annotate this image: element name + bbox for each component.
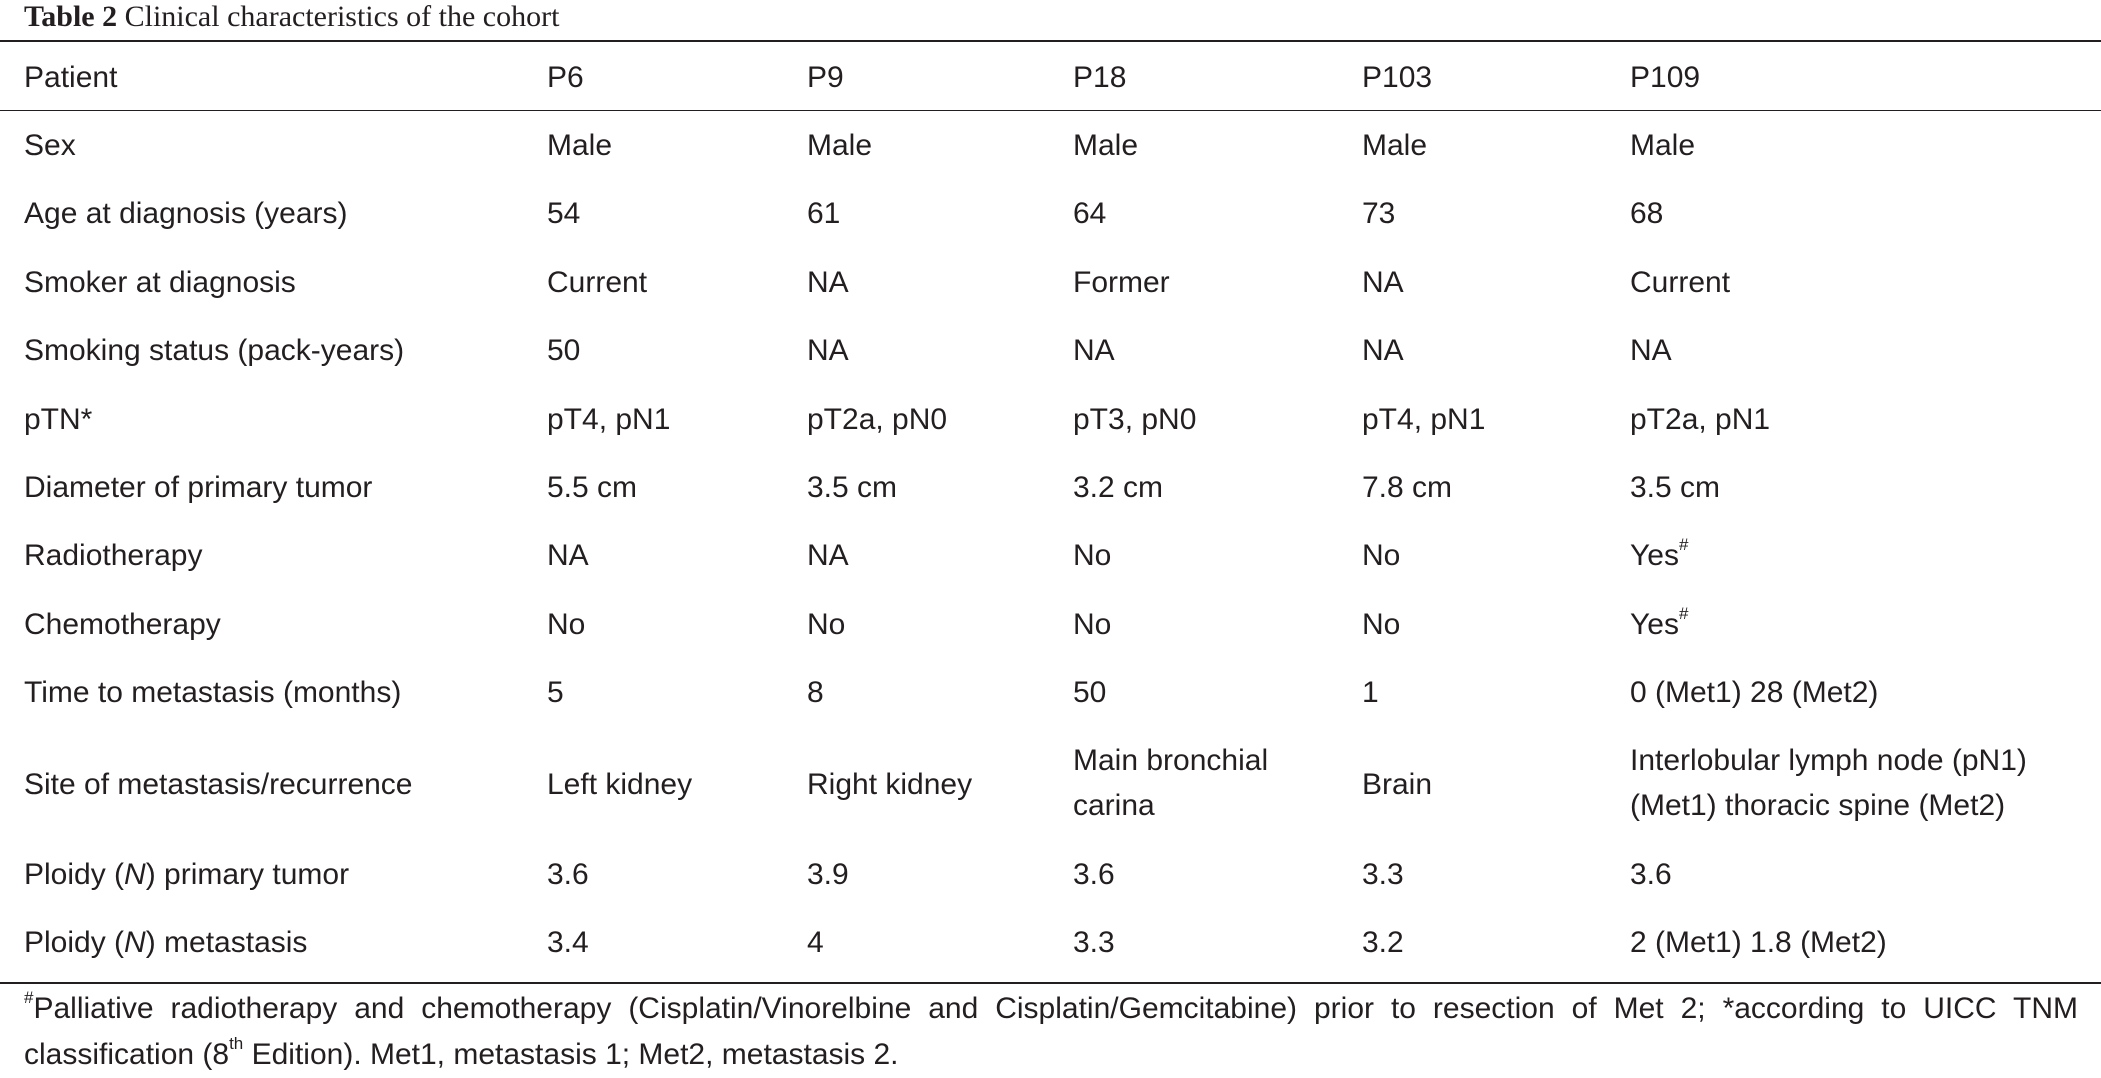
table-cell: 7.8 cm — [1362, 471, 1453, 504]
table-cell: Male — [547, 129, 613, 162]
table-cell: NA — [547, 539, 589, 572]
table-cell: NA — [1362, 266, 1404, 299]
table-cell: No — [1362, 608, 1401, 641]
footnote-text: Palliative radiotherapy and chemotherapy (Cisplatin/Vinorelbine and Cisplatin/Gemcitabine) prior to resection of Met 2; *according to UICC TNM classification (8 — [24, 992, 2078, 1071]
table-cell: 3.6 — [547, 858, 589, 891]
row-label: Chemotherapy — [24, 608, 221, 641]
table-cell: 61 — [807, 197, 841, 230]
row-label: Time to metastasis (months) — [24, 676, 402, 709]
table-cell — [1073, 738, 1268, 828]
bottom-rule — [0, 982, 2101, 984]
table-cell: NA — [807, 539, 849, 572]
cell-text: Yes — [1630, 539, 1679, 572]
table-cell: Male — [1362, 129, 1428, 162]
table-cell: pT4, pN1 — [1362, 403, 1486, 436]
row-label: Age at diagnosis (years) — [24, 197, 348, 230]
table-cell: 3.2 — [1362, 926, 1404, 959]
cell-line: (Met1) thoracic spine (Met2) — [1630, 789, 2006, 822]
header-cell: P18 — [1073, 61, 1127, 94]
table-cell: 5 — [547, 676, 564, 709]
table-cell: 50 — [547, 334, 581, 367]
row-label: Site of metastasis/recurrence — [24, 768, 413, 801]
label-text: ) metastasis — [145, 926, 308, 959]
table-cell: Former — [1073, 266, 1170, 299]
table-cell: Brain — [1362, 768, 1433, 801]
table-cell: 0 (Met1) 28 (Met2) — [1630, 676, 1879, 709]
table-caption — [24, 0, 559, 38]
header-cell: P103 — [1362, 61, 1433, 94]
header-cell: Patient — [24, 61, 118, 94]
table-label: Table 2 — [24, 0, 118, 33]
table-cell: 3.5 cm — [807, 471, 898, 504]
label-italic: N — [124, 858, 146, 891]
row-label: Sex — [24, 129, 76, 162]
table-cell: Current — [1630, 266, 1731, 299]
table-cell: Male — [1073, 129, 1139, 162]
table-cell: Male — [1630, 129, 1696, 162]
footnote-ordinal: th — [229, 1034, 244, 1053]
table-cell: No — [1073, 608, 1112, 641]
table-cell: NA — [807, 334, 849, 367]
header-cell: P6 — [547, 61, 584, 94]
table-cell: 54 — [547, 197, 581, 230]
table-cell: 73 — [1362, 197, 1396, 230]
table-footnote — [24, 986, 2078, 1078]
table-cell: Left kidney — [547, 768, 693, 801]
label-text: Ploidy ( — [24, 926, 125, 959]
footnote-hash: # — [24, 988, 34, 1007]
table-title: Clinical characteristics of the cohort — [124, 0, 560, 33]
table-cell: NA — [1630, 334, 1672, 367]
table-cell: NA — [1073, 334, 1115, 367]
table-cell — [1630, 533, 1688, 578]
table-cell: No — [807, 608, 846, 641]
table-cell: pT2a, pN1 — [1630, 403, 1771, 436]
table-cell: Current — [547, 266, 648, 299]
footnote-text: Edition). Met1, metastasis 1; Met2, metastasis 2. — [243, 1038, 899, 1071]
table-cell: 3.9 — [807, 858, 849, 891]
table-cell: 8 — [807, 676, 824, 709]
row-label — [24, 852, 349, 897]
row-label: pTN* — [24, 403, 93, 436]
row-label — [24, 920, 307, 965]
table-cell: No — [1362, 539, 1401, 572]
table-cell: 3.3 — [1073, 926, 1115, 959]
table-cell: 3.4 — [547, 926, 589, 959]
table-cell: NA — [1362, 334, 1404, 367]
table-cell: 5.5 cm — [547, 471, 638, 504]
row-label: Smoker at diagnosis — [24, 266, 296, 299]
label-text: Ploidy ( — [24, 858, 125, 891]
table-cell: 3.6 — [1073, 858, 1115, 891]
header-rule — [0, 110, 2101, 111]
cell-text: Yes — [1630, 608, 1679, 641]
table-cell — [1630, 738, 2027, 828]
row-label: Smoking status (pack-years) — [24, 334, 405, 367]
footnote-marker: # — [1678, 535, 1689, 554]
cell-line: carina — [1073, 789, 1155, 822]
top-rule — [0, 40, 2101, 42]
table-cell: Male — [807, 129, 873, 162]
cell-line: Main bronchial — [1073, 744, 1269, 777]
table-cell — [1630, 602, 1688, 647]
table-cell: pT4, pN1 — [547, 403, 671, 436]
table-cell: NA — [807, 266, 849, 299]
label-italic: N — [124, 926, 146, 959]
row-label: Diameter of primary tumor — [24, 471, 373, 504]
table-cell: 4 — [807, 926, 824, 959]
table-cell: No — [547, 608, 586, 641]
table-cell: 3.6 — [1630, 858, 1672, 891]
footnote-marker: # — [1678, 604, 1689, 623]
table-cell: 2 (Met1) 1.8 (Met2) — [1630, 926, 1887, 959]
table-cell: 1 — [1362, 676, 1379, 709]
header-cell: P9 — [807, 61, 844, 94]
label-text: ) primary tumor — [145, 858, 350, 891]
table-cell: pT3, pN0 — [1073, 403, 1197, 436]
table-cell: pT2a, pN0 — [807, 403, 948, 436]
table-cell: 3.5 cm — [1630, 471, 1721, 504]
table-cell: 50 — [1073, 676, 1107, 709]
table-cell: 3.3 — [1362, 858, 1404, 891]
table-cell: 64 — [1073, 197, 1107, 230]
cell-line: Interlobular lymph node (pN1) — [1630, 744, 2027, 777]
table-cell: 3.2 cm — [1073, 471, 1164, 504]
table-cell: 68 — [1630, 197, 1664, 230]
row-label: Radiotherapy — [24, 539, 203, 572]
table-cell: No — [1073, 539, 1112, 572]
table-cell: Right kidney — [807, 768, 973, 801]
header-cell: P109 — [1630, 61, 1701, 94]
